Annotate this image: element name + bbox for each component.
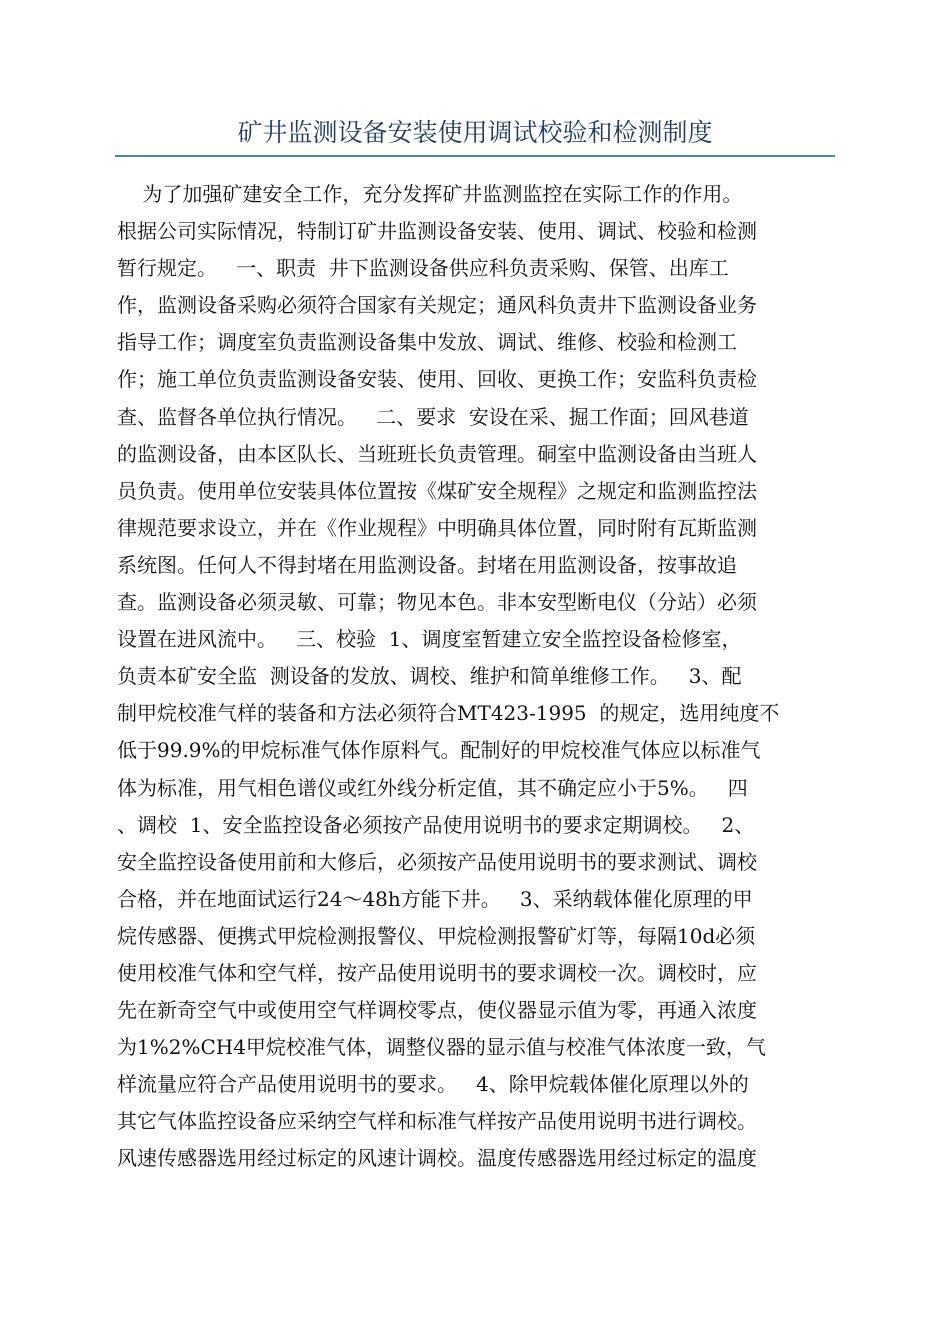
- title-underline: [115, 155, 835, 157]
- body-line: 制甲烷校准气样的装备和方法必须符合MT423-1995 的规定，选用纯度不: [117, 701, 780, 726]
- body-line: 使用校准气体和空气样，按产品使用说明书的要求调校一次。调校时，应: [117, 960, 757, 985]
- body-line: 安全监控设备使用前和大修后，必须按产品使用说明书的要求测试、调校: [117, 849, 757, 874]
- body-line: 烷传感器、便携式甲烷检测报警仪、甲烷检测报警矿灯等，每隔10d必须: [117, 923, 756, 948]
- body-line: 合格，并在地面试运行24～48h方能下井。 3、采纳载体催化原理的甲: [117, 886, 753, 911]
- body-line: 作，监测设备采购必须符合国家有关规定；通风科负责井下监测设备业务: [117, 293, 757, 318]
- body-line: 暂行规定。 一、职责 井下监测设备供应科负责采购、保管、出库工: [117, 256, 729, 281]
- body-line: 风速传感器选用经过标定的风速计调校。温度传感器选用经过标定的温度: [117, 1146, 757, 1171]
- body-line: 为了加强矿建安全工作，充分发挥矿井监测监控在实际工作的作用。: [117, 182, 743, 206]
- body-line: 负责本矿安全监 测设备的发放、调校、维护和简单维修工作。 3、配: [117, 664, 742, 689]
- body-line: 查。监测设备必须灵敏、可靠；物见本色。非本安型断电仪（分站）必须: [117, 590, 757, 615]
- body-line: 作；施工单位负责监测设备安装、使用、回收、更换工作；安监科负责检: [117, 367, 757, 392]
- body-line: 系统图。任何人不得封堵在用监测设备。封堵在用监测设备，按事故追: [117, 552, 737, 577]
- body-line: 员负责。使用单位安装具体位置按《煤矿安全规程》之规定和监测监控法: [117, 478, 757, 503]
- body-line: 其它气体监控设备应采纳空气样和标准气样按产品使用说明书进行调校。: [117, 1109, 757, 1134]
- document-body: [117, 176, 837, 1178]
- body-line: 低于99.9%的甲烷标准气体作原料气。配制好的甲烷校准气体应以标准气: [117, 738, 761, 763]
- body-line: 、调校 1、安全监控设备必须按产品使用说明书的要求定期调校。 2、: [117, 812, 755, 837]
- body-line: 体为标准，用气相色谱仪或红外线分析定值，其不确定应小于5%。 四: [117, 775, 748, 800]
- body-line: 样流量应符合产品使用说明书的要求。 4、除甲烷载体催化原理以外的: [117, 1072, 749, 1097]
- body-line: 为1%2%CH4甲烷校准气体，调整仪器的显示值与校准气体浓度一致，气: [117, 1035, 766, 1060]
- body-line: 先在新奇空气中或使用空气样调校零点，使仪器显示值为零，再通入浓度: [117, 998, 757, 1023]
- body-line: 设置在进风流中。 三、校验 1、调度室暂建立安全监控设备检修室，: [117, 627, 742, 652]
- document-title: 矿井监测设备安装使用调试校验和检测制度: [237, 118, 713, 147]
- body-line: 根据公司实际情况，特制订矿井监测设备安装、使用、调试、校验和检测: [117, 219, 757, 244]
- body-line: 的监测设备，由本区队长、当班班长负责管理。硐室中监测设备由当班人: [117, 441, 757, 466]
- body-line: 查、监督各单位执行情况。 二、要求 安设在采、掘工作面；回风巷道: [117, 404, 749, 429]
- body-line: 律规范要求设立，并在《作业规程》中明确具体位置，同时附有瓦斯监测: [117, 515, 757, 540]
- body-line: 指导工作；调度室负责监测设备集中发放、调试、维修、校验和检测工: [117, 330, 737, 355]
